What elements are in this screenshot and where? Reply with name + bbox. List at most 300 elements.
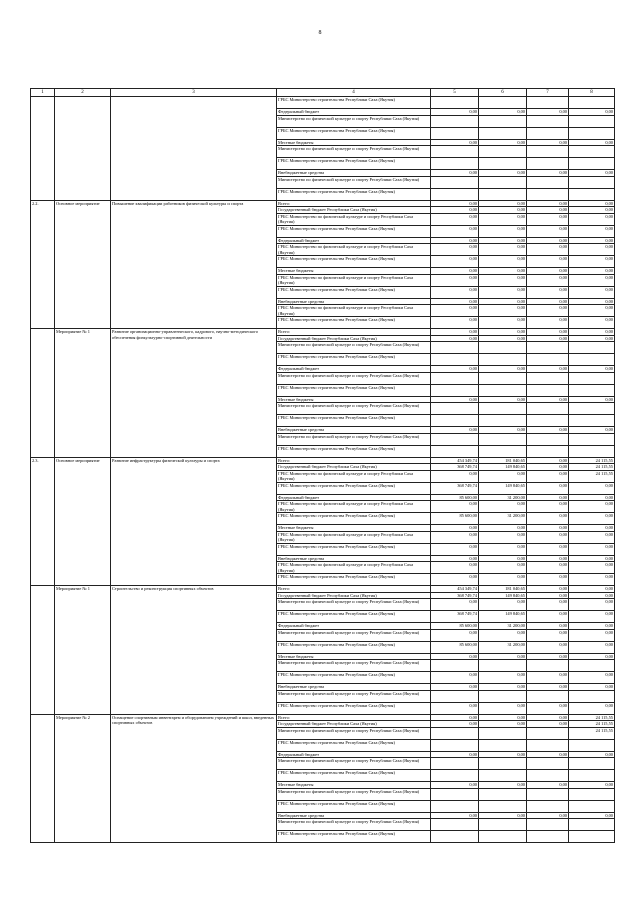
event-type: Основное мероприятие (55, 200, 111, 329)
amount-cell: 0,00 (569, 599, 615, 611)
amount-cell: 0,00 (569, 482, 615, 494)
amount-cell: 0,00 (479, 329, 527, 336)
amount-cell: 0,00 (527, 574, 569, 586)
funding-source: ГРБС Министерство строительства Республики Саха (Якутия) (277, 800, 431, 812)
amount-cell: 0,00 (479, 317, 527, 329)
amount-cell: 0,00 (479, 812, 527, 819)
amount-cell: 0,00 (431, 543, 479, 555)
amount-cell: 0,00 (431, 599, 479, 611)
amount-cell: 0,00 (479, 109, 527, 116)
amount-cell (479, 127, 527, 139)
amount-cell: 368 749,74 (431, 611, 479, 623)
amount-cell: 0,00 (527, 109, 569, 116)
amount-cell: 0,00 (479, 207, 527, 214)
amount-cell: 0,00 (527, 207, 569, 214)
amount-cell: 0,00 (479, 274, 527, 286)
event-name: Оснащение спортивным инвентарем и оборудованием учреждений и школ, введенных спортивных объектов (111, 714, 277, 843)
amount-cell: 0,00 (527, 427, 569, 434)
funding-source: ГРБС Министерство строительства Республики Саха (Якутия) (277, 702, 431, 714)
amount-cell (479, 800, 527, 812)
amount-cell: 0,00 (479, 237, 527, 244)
amount-cell (569, 97, 615, 109)
amount-cell: 0,00 (431, 335, 479, 342)
amount-cell: 0,00 (527, 629, 569, 641)
row-number: 2.2. (31, 200, 55, 329)
amount-cell (479, 727, 527, 739)
amount-cell (479, 831, 527, 843)
amount-cell (527, 739, 569, 751)
amount-cell (569, 146, 615, 158)
row-number (31, 714, 55, 843)
event-type: Мероприятие № 1 (55, 329, 111, 458)
amount-cell: 0,00 (569, 396, 615, 403)
funding-source: Местные бюджеты (277, 268, 431, 275)
funding-source: Всего: (277, 586, 431, 593)
funding-source: ГРБС Министерство строительства Республики Саха (Якутия) (277, 672, 431, 684)
amount-cell: 0,00 (431, 782, 479, 789)
amount-cell (479, 819, 527, 831)
amount-cell: 0,00 (527, 464, 569, 471)
amount-cell: 0,00 (569, 812, 615, 819)
amount-cell: 181 040,65 (479, 586, 527, 593)
amount-cell (431, 758, 479, 770)
amount-cell: 0,00 (527, 721, 569, 728)
funding-source: ГРБС Министерство строительства Республики Саха (Якутия) (277, 317, 431, 329)
amount-cell: 0,00 (527, 200, 569, 207)
amount-cell (527, 770, 569, 782)
amount-cell (431, 788, 479, 800)
amount-cell: 24 115,55 (569, 721, 615, 728)
amount-cell: 0,00 (527, 237, 569, 244)
funding-source: Внебюджетные средства (277, 170, 431, 177)
amount-cell: 0,00 (527, 751, 569, 758)
funding-source: ГРБС Министерство по физической культуре и спорту Республики Саха (Якутия) (277, 531, 431, 543)
funding-source: Государственный бюджет Республики Саха (Якутия) (277, 592, 431, 599)
funding-source: ГРБС Министерство строительства Республики Саха (Якутия) (277, 354, 431, 366)
amount-cell (479, 739, 527, 751)
funding-source: ГРБС Министерство строительства Республики Саха (Якутия) (277, 513, 431, 525)
amount-cell (527, 127, 569, 139)
amount-cell: 0,00 (527, 317, 569, 329)
amount-cell (569, 770, 615, 782)
amount-cell: 0,00 (479, 170, 527, 177)
amount-cell: 0,00 (527, 525, 569, 532)
amount-cell: 0,00 (431, 213, 479, 225)
page-number: 8 (318, 30, 322, 36)
amount-cell: 0,00 (479, 396, 527, 403)
amount-cell: 0,00 (479, 672, 527, 684)
amount-cell (479, 758, 527, 770)
amount-cell (527, 800, 569, 812)
funding-source: ГРБС Министерство строительства Республики Саха (Якутия) (277, 158, 431, 170)
funding-source: Внебюджетные средства (277, 298, 431, 305)
amount-cell: 0,00 (479, 702, 527, 714)
amount-cell (527, 372, 569, 384)
table-body (31, 89, 615, 843)
funding-source: ГРБС Министерство строительства Республики Саха (Якутия) (277, 831, 431, 843)
amount-cell: 0,00 (527, 641, 569, 653)
amount-cell: 0,00 (431, 170, 479, 177)
amount-cell (431, 690, 479, 702)
funding-source: ГРБС Министерство по физической культуре и спорту Республики Саха (Якутия) (277, 501, 431, 513)
amount-cell: 0,00 (527, 256, 569, 268)
amount-cell (527, 415, 569, 427)
amount-cell: 0,00 (527, 592, 569, 599)
amount-cell (569, 739, 615, 751)
amount-cell (479, 384, 527, 396)
amount-cell (569, 831, 615, 843)
amount-cell (569, 660, 615, 672)
amount-cell: 0,00 (431, 525, 479, 532)
amount-cell: 0,00 (431, 274, 479, 286)
amount-cell: 454 349,74 (431, 457, 479, 464)
funding-source: Министерство по физической культуре и спорту Республики Саха (Якутия) (277, 629, 431, 641)
amount-cell: 0,00 (479, 286, 527, 298)
amount-cell: 0,00 (431, 470, 479, 482)
amount-cell: 0,00 (431, 298, 479, 305)
amount-cell: 31 200,00 (479, 641, 527, 653)
funding-source: Министерство по физической культуре и спорту Республики Саха (Якутия) (277, 115, 431, 127)
amount-cell: 0,00 (527, 366, 569, 373)
amount-cell: 0,00 (569, 335, 615, 342)
amount-cell: 31 200,00 (479, 513, 527, 525)
amount-cell: 0,00 (569, 702, 615, 714)
amount-cell: 0,00 (527, 268, 569, 275)
amount-cell (527, 354, 569, 366)
funding-source: ГРБС Министерство строительства Республики Саха (Якутия) (277, 574, 431, 586)
amount-cell: 181 040,65 (479, 457, 527, 464)
column-header: 8 (569, 89, 615, 97)
amount-cell: 0,00 (527, 335, 569, 342)
amount-cell: 0,00 (479, 470, 527, 482)
amount-cell: 0,00 (527, 305, 569, 317)
amount-cell: 0,00 (569, 531, 615, 543)
amount-cell: 0,00 (431, 317, 479, 329)
amount-cell: 0,00 (527, 684, 569, 691)
amount-cell: 0,00 (479, 213, 527, 225)
amount-cell: 0,00 (431, 812, 479, 819)
amount-cell: 0,00 (569, 543, 615, 555)
event-name: Повышение квалификации работников физической культуры и спорта (111, 200, 277, 329)
amount-cell: 0,00 (569, 586, 615, 593)
amount-cell (527, 146, 569, 158)
amount-cell: 0,00 (431, 751, 479, 758)
amount-cell: 0,00 (569, 525, 615, 532)
amount-cell (569, 415, 615, 427)
amount-cell (479, 188, 527, 200)
amount-cell: 454 349,74 (431, 586, 479, 593)
amount-cell: 0,00 (431, 237, 479, 244)
amount-cell: 0,00 (569, 225, 615, 237)
amount-cell: 0,00 (431, 268, 479, 275)
funding-source: ГРБС Министерство строительства Республики Саха (Якутия) (277, 384, 431, 396)
column-header: 5 (431, 89, 479, 97)
funding-source: Министерство по физической культуре и спорту Республики Саха (Якутия) (277, 403, 431, 415)
funding-source: Министерство по физической культуре и спорту Республики Саха (Якутия) (277, 758, 431, 770)
amount-cell: 0,00 (569, 200, 615, 207)
amount-cell (527, 384, 569, 396)
amount-cell: 0,00 (569, 782, 615, 789)
funding-source: ГРБС Министерство строительства Республики Саха (Якутия) (277, 641, 431, 653)
amount-cell: 0,00 (569, 170, 615, 177)
event-name: Развитие организационно-управленческого, кадрового, научно-методического обеспечения физкультурно-спортивной деятельности (111, 329, 277, 458)
amount-cell: 85 600,00 (431, 641, 479, 653)
amount-cell: 0,00 (527, 714, 569, 721)
row-number: 2.3. (31, 457, 55, 586)
funding-source: ГРБС Министерство по физической культуре и спорту Республики Саха (Якутия) (277, 305, 431, 317)
amount-cell (479, 372, 527, 384)
amount-cell: 0,00 (569, 213, 615, 225)
funding-source: Министерство по физической культуре и спорту Республики Саха (Якутия) (277, 690, 431, 702)
amount-cell (479, 445, 527, 457)
amount-cell: 0,00 (431, 714, 479, 721)
amount-cell (527, 342, 569, 354)
amount-cell: 0,00 (569, 317, 615, 329)
funding-source: ГРБС Министерство строительства Республики Саха (Якутия) (277, 770, 431, 782)
amount-cell (527, 97, 569, 109)
amount-cell (431, 770, 479, 782)
amount-cell: 0,00 (569, 684, 615, 691)
amount-cell (431, 445, 479, 457)
amount-cell: 0,00 (569, 555, 615, 562)
amount-cell: 0,00 (431, 329, 479, 336)
amount-cell (479, 690, 527, 702)
amount-cell (431, 727, 479, 739)
amount-cell: 0,00 (431, 562, 479, 574)
amount-cell: 0,00 (431, 684, 479, 691)
amount-cell: 0,00 (431, 396, 479, 403)
amount-cell: 0,00 (431, 574, 479, 586)
funding-source: ГРБС Министерство строительства Республики Саха (Якутия) (277, 482, 431, 494)
amount-cell (527, 403, 569, 415)
amount-cell (431, 372, 479, 384)
amount-cell: 0,00 (569, 329, 615, 336)
funding-source: Федеральный бюджет (277, 237, 431, 244)
amount-cell (527, 158, 569, 170)
amount-cell (479, 415, 527, 427)
column-header: 1 (31, 89, 55, 97)
funding-source: Министерство по физической культуре и спорту Республики Саха (Якутия) (277, 146, 431, 158)
amount-cell: 0,00 (527, 586, 569, 593)
amount-cell: 0,00 (479, 200, 527, 207)
amount-cell: 0,00 (569, 207, 615, 214)
funding-source: Федеральный бюджет (277, 109, 431, 116)
amount-cell (527, 788, 569, 800)
amount-cell (569, 433, 615, 445)
budget-table (30, 88, 615, 843)
amount-cell (527, 188, 569, 200)
row-number (31, 586, 55, 715)
amount-cell: 0,00 (431, 702, 479, 714)
amount-cell: 0,00 (569, 109, 615, 116)
amount-cell: 0,00 (479, 427, 527, 434)
amount-cell (527, 690, 569, 702)
amount-cell: 0,00 (431, 305, 479, 317)
amount-cell: 0,00 (527, 653, 569, 660)
amount-cell: 0,00 (431, 244, 479, 256)
amount-cell: 368 749,74 (431, 482, 479, 494)
amount-cell: 0,00 (527, 599, 569, 611)
amount-cell: 0,00 (431, 672, 479, 684)
amount-cell: 149 840,65 (479, 464, 527, 471)
amount-cell (479, 97, 527, 109)
amount-cell (479, 660, 527, 672)
amount-cell: 0,00 (479, 721, 527, 728)
funding-source: ГРБС Министерство строительства Республики Саха (Якутия) (277, 286, 431, 298)
amount-cell (569, 176, 615, 188)
amount-cell: 0,00 (431, 501, 479, 513)
amount-cell: 0,00 (527, 329, 569, 336)
amount-cell: 0,00 (479, 298, 527, 305)
amount-cell: 0,00 (569, 494, 615, 501)
funding-source: Государственный бюджет Республики Саха (Якутия) (277, 207, 431, 214)
amount-cell (569, 188, 615, 200)
amount-cell: 0,00 (431, 207, 479, 214)
amount-cell (431, 831, 479, 843)
amount-cell: 0,00 (527, 298, 569, 305)
amount-cell (431, 415, 479, 427)
amount-cell (431, 660, 479, 672)
amount-cell (527, 115, 569, 127)
amount-cell (527, 819, 569, 831)
amount-cell (479, 342, 527, 354)
amount-cell: 0,00 (479, 562, 527, 574)
amount-cell: 0,00 (569, 513, 615, 525)
amount-cell: 0,00 (569, 366, 615, 373)
funding-source: Министерство по физической культуре и спорту Республики Саха (Якутия) (277, 599, 431, 611)
amount-cell (569, 354, 615, 366)
amount-cell: 0,00 (527, 543, 569, 555)
amount-cell: 24 115,55 (569, 457, 615, 464)
amount-cell: 149 840,65 (479, 482, 527, 494)
amount-cell: 0,00 (569, 244, 615, 256)
amount-cell: 0,00 (527, 531, 569, 543)
funding-source: Всего: (277, 714, 431, 721)
funding-source: Всего: (277, 200, 431, 207)
amount-cell: 0,00 (479, 256, 527, 268)
funding-source: ГРБС Министерство строительства Республики Саха (Якутия) (277, 127, 431, 139)
amount-cell: 0,00 (431, 256, 479, 268)
amount-cell (569, 115, 615, 127)
amount-cell: 0,00 (569, 672, 615, 684)
amount-cell (569, 158, 615, 170)
amount-cell (569, 445, 615, 457)
funding-source: ГРБС Министерство по физической культуре и спорту Республики Саха (Якутия) (277, 470, 431, 482)
amount-cell: 0,00 (431, 629, 479, 641)
table-row (31, 97, 615, 109)
amount-cell: 0,00 (569, 751, 615, 758)
amount-cell: 0,00 (569, 286, 615, 298)
amount-cell: 0,00 (527, 213, 569, 225)
funding-source: ГРБС Министерство строительства Республики Саха (Якутия) (277, 415, 431, 427)
amount-cell: 0,00 (431, 555, 479, 562)
funding-source: Местные бюджеты (277, 525, 431, 532)
amount-cell: 0,00 (479, 305, 527, 317)
amount-cell: 0,00 (527, 812, 569, 819)
amount-cell: 0,00 (527, 672, 569, 684)
amount-cell: 0,00 (479, 574, 527, 586)
amount-cell: 0,00 (431, 200, 479, 207)
amount-cell (431, 97, 479, 109)
funding-source: ГРБС Министерство строительства Республики Саха (Якутия) (277, 256, 431, 268)
amount-cell: 85 600,00 (431, 494, 479, 501)
amount-cell: 0,00 (431, 427, 479, 434)
amount-cell: 0,00 (431, 653, 479, 660)
amount-cell (431, 819, 479, 831)
amount-cell: 0,00 (479, 684, 527, 691)
amount-cell: 0,00 (569, 237, 615, 244)
amount-cell: 0,00 (527, 396, 569, 403)
funding-source: ГРБС Министерство строительства Республики Саха (Якутия) (277, 97, 431, 109)
amount-cell (431, 342, 479, 354)
funding-source: Внебюджетные средства (277, 812, 431, 819)
amount-cell: 0,00 (479, 244, 527, 256)
amount-cell: 0,00 (479, 525, 527, 532)
funding-source: ГРБС Министерство строительства Республики Саха (Якутия) (277, 739, 431, 751)
event-type: Основное мероприятие (55, 457, 111, 586)
amount-cell: 0,00 (431, 531, 479, 543)
amount-cell: 0,00 (569, 623, 615, 630)
amount-cell: 31 200,00 (479, 494, 527, 501)
funding-source: ГРБС Министерство строительства Республики Саха (Якутия) (277, 611, 431, 623)
amount-cell: 0,00 (479, 335, 527, 342)
amount-cell (479, 146, 527, 158)
column-header: 6 (479, 89, 527, 97)
funding-source: Министерство по физической культуре и спорту Республики Саха (Якутия) (277, 176, 431, 188)
amount-cell: 0,00 (569, 574, 615, 586)
amount-cell: 0,00 (479, 599, 527, 611)
funding-source: Местные бюджеты (277, 396, 431, 403)
funding-source: ГРБС Министерство строительства Республики Саха (Якутия) (277, 445, 431, 457)
amount-cell: 0,00 (527, 274, 569, 286)
amount-cell: 0,00 (431, 366, 479, 373)
amount-cell: 0,00 (569, 298, 615, 305)
amount-cell: 0,00 (479, 268, 527, 275)
funding-source: Внебюджетные средства (277, 555, 431, 562)
event-type: Мероприятие № 1 (55, 586, 111, 715)
amount-cell: 0,00 (527, 501, 569, 513)
amount-cell: 0,00 (527, 482, 569, 494)
amount-cell: 0,00 (569, 641, 615, 653)
funding-source: Федеральный бюджет (277, 366, 431, 373)
amount-cell: 0,00 (569, 611, 615, 623)
amount-cell: 0,00 (479, 782, 527, 789)
amount-cell (527, 176, 569, 188)
funding-source: ГРБС Министерство строительства Республики Саха (Якутия) (277, 225, 431, 237)
amount-cell: 368 749,74 (431, 464, 479, 471)
amount-cell (569, 690, 615, 702)
amount-cell (431, 158, 479, 170)
amount-cell (479, 788, 527, 800)
funding-source: ГРБС Министерство строительства Республики Саха (Якутия) (277, 188, 431, 200)
amount-cell: 0,00 (527, 782, 569, 789)
column-header: 4 (277, 89, 431, 97)
amount-cell (569, 819, 615, 831)
amount-cell: 0,00 (431, 721, 479, 728)
amount-cell (431, 739, 479, 751)
funding-source: Министерство по физической культуре и спорту Республики Саха (Якутия) (277, 660, 431, 672)
amount-cell (431, 115, 479, 127)
amount-cell: 31 200,00 (479, 623, 527, 630)
amount-cell: 0,00 (479, 543, 527, 555)
funding-source: Внебюджетные средства (277, 427, 431, 434)
amount-cell (431, 146, 479, 158)
column-header: 7 (527, 89, 569, 97)
row-number (31, 329, 55, 458)
amount-cell (527, 758, 569, 770)
amount-cell (527, 660, 569, 672)
funding-source: Министерство по физической культуре и спорту Республики Саха (Якутия) (277, 342, 431, 354)
